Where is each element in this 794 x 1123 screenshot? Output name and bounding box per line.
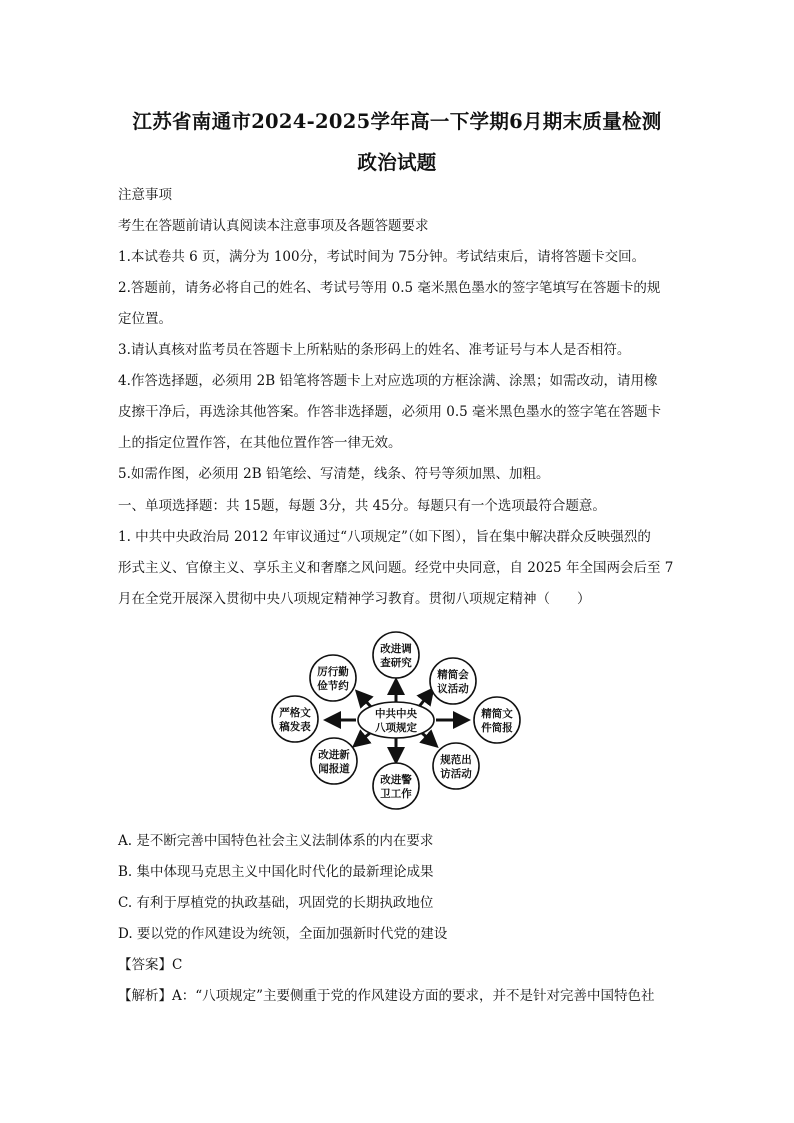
answer-line: 【答案】C — [118, 957, 183, 973]
node-top-right — [430, 658, 476, 704]
center-label: 中共中央 — [375, 708, 417, 720]
node-label: 厉行勤 — [317, 666, 349, 678]
node-label: 闻报道 — [318, 763, 350, 775]
notice-item: 2.答题前，请务必将自己的姓名、考试号等用 0.5 毫米黑色墨水的签字笔填写在答题卡的规 — [118, 280, 661, 296]
node-label: 精简文 — [481, 708, 513, 720]
node-label: 俭节约 — [317, 680, 349, 692]
center-label: 八项规定 — [375, 722, 417, 734]
node-label: 改进调 — [380, 643, 412, 655]
option-d: D. 要以党的作风建设为统领，全面加强新时代党的建设 — [118, 926, 448, 942]
option-c: C. 有利于厚植党的执政基础，巩固党的长期执政地位 — [118, 895, 434, 911]
section-heading: 一、单项选择题：共 15题，每题 3分，共 45分。每题只有一个选项最符合题意。 — [118, 498, 606, 514]
notice-item: 皮擦干净后，再选涂其他答案。作答非选择题，必须用 0.5 毫米黑色墨水的签字笔在答题卡 — [118, 404, 662, 420]
eight-rules-diagram — [266, 630, 530, 814]
notice-item: 1.本试卷共 6 页，满分为 100分，考试时间为 75分钟。考试结束后，请将答题卡交回。 — [118, 249, 646, 265]
option-a: A. 是不断完善中国特色社会主义法制体系的内在要求 — [118, 833, 434, 849]
node-label: 访活动 — [440, 768, 472, 780]
notice-item: 定位置。 — [118, 311, 172, 327]
exam-title: 江苏省南通市2024-2025学年高一下学期6月期末质量检测 — [132, 110, 662, 133]
notice-item: 3.请认真核对监考员在答题卡上所粘贴的条形码上的姓名、准考证号与本人是否相符。 — [118, 342, 631, 358]
node-label: 规范出 — [440, 754, 472, 766]
node-label: 查研究 — [380, 657, 412, 669]
notice-item: 4.作答选择题，必须用 2B 铅笔将答题卡上对应选项的方框涂满、涂黑；如需改动，请用橡 — [118, 373, 658, 389]
option-b: B. 集中体现马克思主义中国化时代化的最新理论成果 — [118, 864, 434, 880]
node-label: 议活动 — [437, 683, 469, 695]
node-label: 严格文 — [279, 707, 311, 719]
node-top — [373, 632, 419, 678]
arrow-down-right — [422, 733, 432, 742]
notice-intro: 考生在答题前请认真阅读本注意事项及各题答题要求 — [118, 218, 429, 234]
analysis-line: 【解析】A：“八项规定”主要侧重于党的作风建设方面的要求，并不是针对完善中国特色社 — [118, 988, 655, 1004]
exam-subtitle: 政治试题 — [357, 151, 437, 174]
question-stem-line: 月在全党开展深入贯彻中央八项规定精神学习教育。贯彻八项规定精神（ ） — [118, 591, 591, 607]
node-left — [272, 696, 318, 742]
node-label: 改进新 — [318, 749, 350, 761]
node-bottom — [373, 763, 419, 809]
node-label: 件简报 — [481, 722, 513, 734]
node-label: 卫工作 — [380, 788, 412, 800]
diagram-svg — [266, 630, 530, 814]
node-bottom-left — [311, 738, 357, 784]
question-stem-line: 形式主义、官僚主义、享乐主义和奢靡之风问题。经党中央同意，自 2025 年全国两会后至 7 — [118, 560, 674, 576]
notice-item: 上的指定位置作答，在其他位置作答一律无效。 — [118, 435, 402, 451]
node-label: 改进警 — [380, 774, 412, 786]
notice-heading: 注意事项 — [118, 187, 172, 203]
question-stem-line: 1. 中共中央政治局 2012 年审议通过“八项规定”（如下图），旨在集中解决群众反映强烈的 — [118, 529, 651, 545]
node-bottom-right — [433, 743, 479, 789]
node-right — [474, 697, 520, 743]
node-label: 精简会 — [437, 669, 469, 681]
node-top-left — [310, 655, 356, 701]
node-label: 稿发表 — [279, 721, 311, 733]
notice-item: 5.如需作图，必须用 2B 铅笔绘、写清楚，线条、符号等须加黑、加粗。 — [118, 466, 550, 482]
arrow-down-left — [359, 733, 370, 742]
